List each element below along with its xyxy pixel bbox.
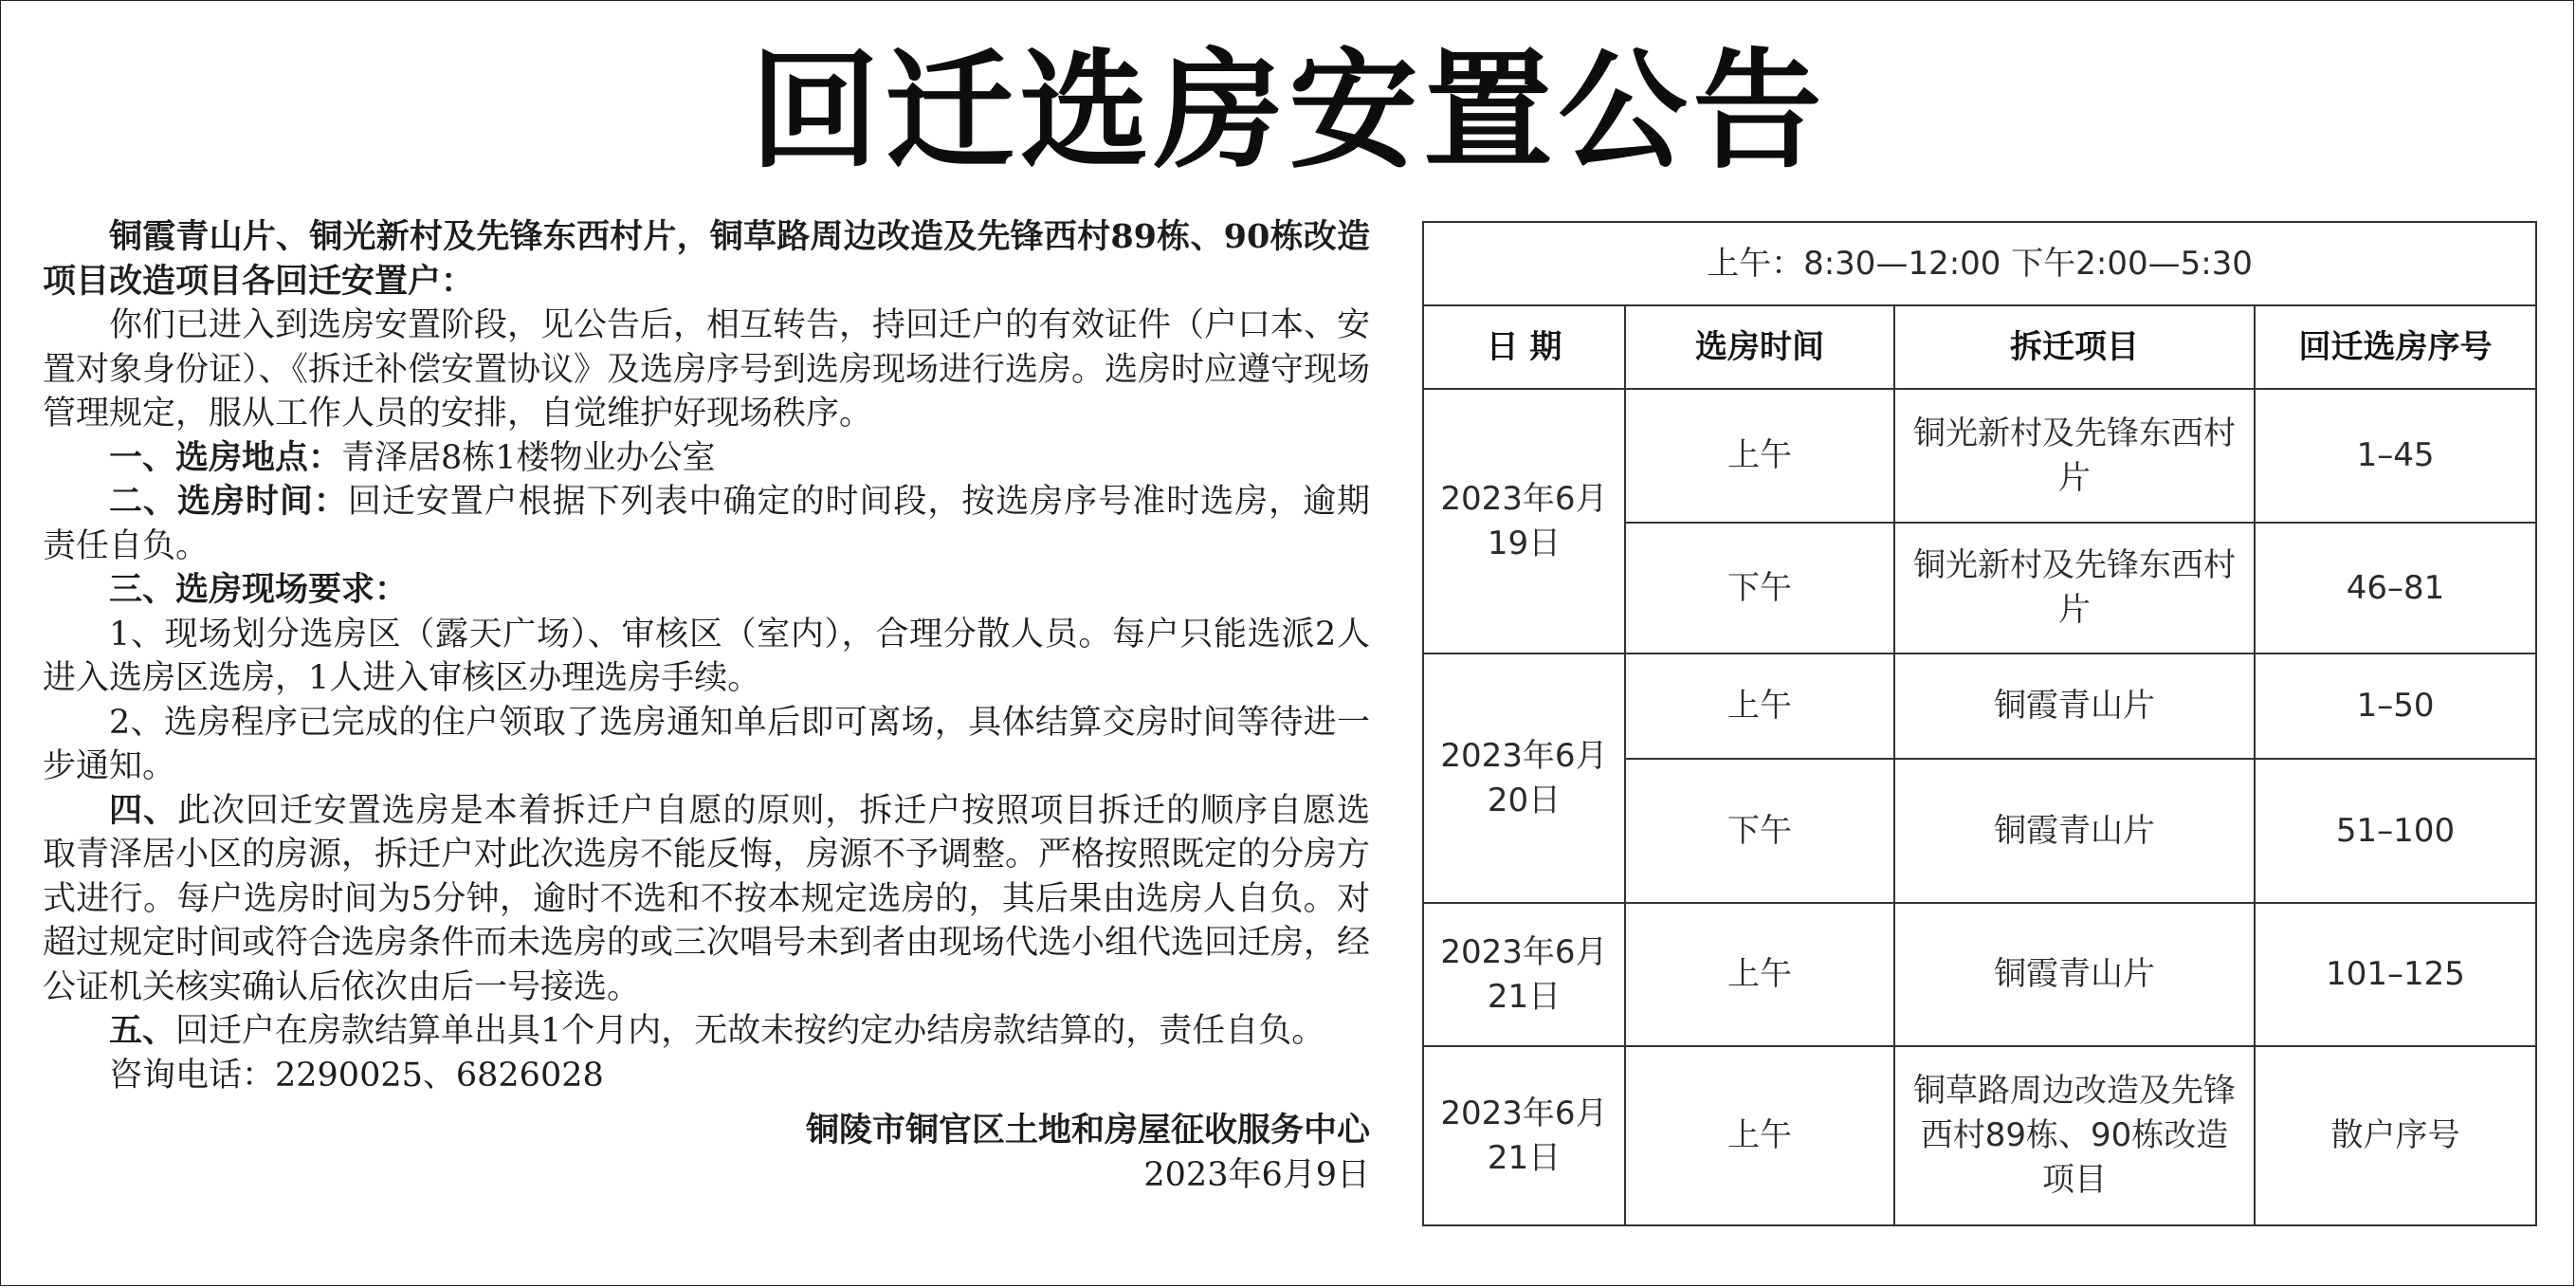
sequence-cell: 51–100 [2255,759,2536,903]
date-cell: 2023年6月19日 [1423,389,1625,653]
section-settlement-text: 回迁户在房款结算单出具1个月内，无故未按约定办结房款结算的，责任自负。 [175,1012,1325,1050]
section-settlement [43,1009,1370,1054]
notice-body [43,215,1370,1197]
table-row [1423,653,2536,759]
section-time [43,480,1370,568]
section-requirements-heading [43,568,1370,613]
issuer-signature [43,1109,1370,1153]
time-cell: 下午 [1625,523,1894,653]
project-cell: 铜光新村及先锋东西村片 [1894,523,2255,653]
section-location [43,436,1370,481]
date-cell: 2023年6月21日 [1423,903,1625,1046]
header-date: 日 期 [1423,305,1625,389]
section-location-heading: 一、选房地点： [109,437,342,477]
time-cell: 上午 [1625,653,1894,759]
section-rules-heading: 四、 [109,790,177,830]
table-row [1423,903,2536,1046]
sequence-cell: 46–81 [2255,523,2536,653]
section-time-text: 回迁安置户根据下列表中确定的时间段，按选房序号准时选房，逾期责任自负。 [43,483,1370,565]
section-requirements-title: 三、选房现场要求： [109,570,409,609]
salutation: 铜霞青山片、铜光新村及先锋东西村片，铜草路周边改造及先锋西村89栋、90栋改造项目改造项目各回迁安置户： [43,217,1370,301]
project-cell: 铜霞青山片 [1894,653,2255,759]
header-sequence: 回迁选房序号 [2255,305,2536,389]
sequence-cell: 1–45 [2255,389,2536,523]
issue-date: 2023年6月9日 [1143,1155,1370,1194]
time-cell: 上午 [1625,903,1894,1046]
time-cell: 下午 [1625,759,1894,903]
project-cell: 铜霞青山片 [1894,903,2255,1046]
project-cell: 铜霞青山片 [1894,759,2255,903]
contact-phone: 咨询电话：2290025、6826028 [109,1056,604,1095]
time-cell: 上午 [1625,1046,1894,1225]
section-rules [43,789,1370,1010]
requirement-item-1: 1、现场划分选房区（露天广场）、审核区（室内），合理分散人员。每户只能选派2人进入选房区选房，1人进入审核区办理选房手续。 [43,615,1370,697]
issuer-name: 铜陵市铜官区土地和房屋征收服务中心 [805,1111,1370,1150]
requirement-item-2: 2、选房程序已完成的住户领取了选房通知单后即可离场，具体结算交房时间等待进一步通知。 [43,703,1370,785]
section-settlement-heading: 五、 [109,1011,176,1050]
header-project: 拆迁项目 [1894,305,2255,389]
office-hours: 上午：8:30—12:00 下午2:00—5:30 [1423,222,2536,305]
section-rules-text: 此次回迁安置选房是本着拆迁户自愿的原则，拆迁户按照项目拆迁的顺序自愿选取青泽居小区的房源，拆迁户对此次选房不能反悔，房源不予调整。严格按照既定的分房方式进行。每户选房时间为5分钟，逾时不选和不按本规定选房的，其后果由选房人自负。对超过规定时间或符合选房条件而未选房的或三次唱号未到者由现场代选小组代选回迁房，经公证机关核实确认后依次由后一号接选。 [43,791,1371,1006]
section-time-heading: 二、选房时间： [109,482,348,521]
date-cell: 2023年6月20日 [1423,653,1625,903]
sequence-cell: 散户序号 [2255,1046,2536,1225]
header-time: 选房时间 [1625,305,1894,389]
intro-paragraph: 你们已进入到选房安置阶段，见公告后，相互转告，持回迁户的有效证件（户口本、安置对象身份证）、《拆迁补偿安置协议》及选房序号到选房现场进行选房。选房时应遵守现场管理规定，服从工作人员的安排，自觉维护好现场秩序。 [43,306,1371,432]
project-cell: 铜草路周边改造及先锋西村89栋、90栋改造项目 [1894,1046,2255,1225]
time-cell: 上午 [1625,389,1894,523]
schedule-table [1422,221,2537,1226]
date-cell: 2023年6月21日 [1423,1046,1625,1225]
table-header-row [1423,305,2536,389]
table-row [1423,389,2536,523]
project-cell: 铜光新村及先锋东西村片 [1894,389,2255,523]
section-location-text: 青泽居8栋1楼物业办公室 [341,438,716,477]
sequence-cell: 1–50 [2255,653,2536,759]
table-row [1423,1046,2536,1225]
sequence-cell: 101–125 [2255,903,2536,1046]
hours-row [1423,222,2536,305]
page-title: 回迁选房安置公告 [750,37,1828,187]
